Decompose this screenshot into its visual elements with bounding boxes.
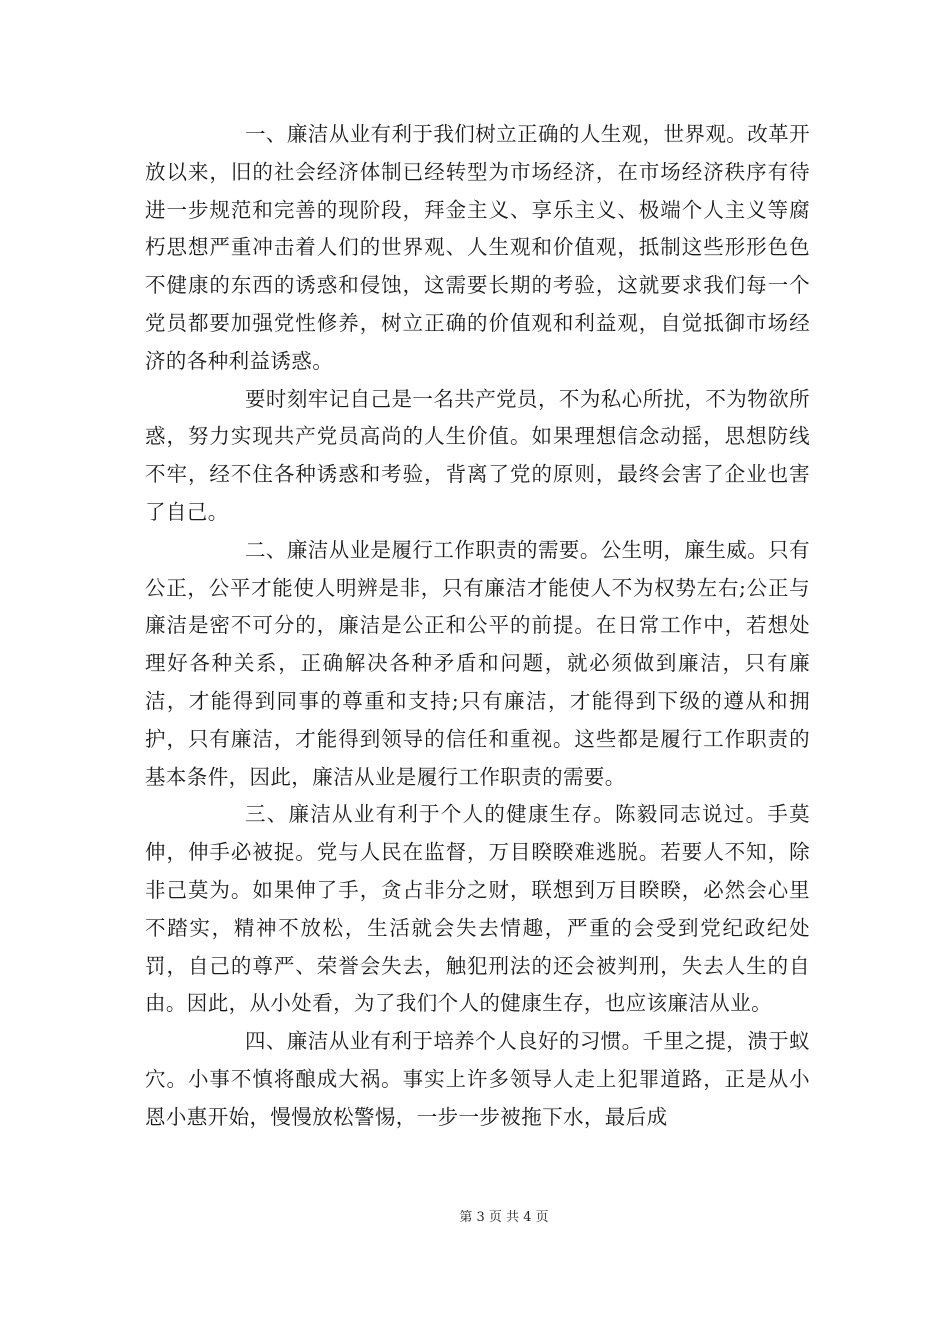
paragraph-4: 三、廉洁从业有利于个人的健康生存。陈毅同志说过。手莫伸，伸手必被捉。党与人民在监督，万目睽睽难逃脱。若要人不知，除非己莫为。如果伸了手，贪占非分之财，联想到万目睽睽，必然会心里不踏实，精神不放松，生活就会失去情趣，严重的会受到党纪政纪处罚，自己的尊严、荣誉会失去，触犯刑法的还会被判刑，失去人生的自由。因此，从小处看，为了我们个人的健康生存，也应该廉洁从业。: [145, 802, 810, 1016]
paragraph-3: 二、廉洁从业是履行工作职责的需要。公生明，廉生威。只有公正，公平才能使人明辨是非，只有廉洁才能使人不为权势左右;公正与廉洁是密不可分的，廉洁是公正和公平的前提。在日常工作中，若想处理好各种关系，正确解决各种矛盾和问题，就必须做到廉洁，只有廉洁，才能得到同事的尊重和支持;只有廉洁，才能得到下级的遵从和拥护，只有廉洁，才能得到领导的信任和重视。这些都是履行工作职责的基本条件，因此，廉洁从业是履行工作职责的需要。: [145, 537, 810, 789]
page-number-footer: 第 3 页 共 4 页: [459, 1210, 549, 1225]
paragraph-5: 四、廉洁从业有利于培养个人良好的习惯。千里之提，溃于蚁穴。小事不慎将酿成大祸。事实上许多领导人走上犯罪道路，正是从小恩小惠开始，慢慢放松警惕，一步一步被拖下水，最后成: [145, 1029, 810, 1129]
paragraph-2: 要时刻牢记自己是一名共产党员，不为私心所扰，不为物欲所惑，努力实现共产党员高尚的人生价值。如果理想信念动摇，思想防线不牢，经不住各种诱惑和考验，背离了党的原则，最终会害了企业也害了自己。: [145, 386, 810, 524]
document-body: [145, 116, 810, 1137]
paragraph-1: 一、廉洁从业有利于我们树立正确的人生观，世界观。改革开放以来，旧的社会经济体制已经转型为市场经济，在市场经济秩序有待进一步规范和完善的现阶段，拜金主义、享乐主义、极端个人主义等腐朽思想严重冲击着人们的世界观、人生观和价值观，抵制这些形形色色不健康的东西的诱惑和侵蚀，这需要长期的考验，这就要求我们每一个党员都要加强党性修养，树立正确的价值观和利益观，自觉抵御市场经济的各种利益诱惑。: [145, 122, 810, 373]
